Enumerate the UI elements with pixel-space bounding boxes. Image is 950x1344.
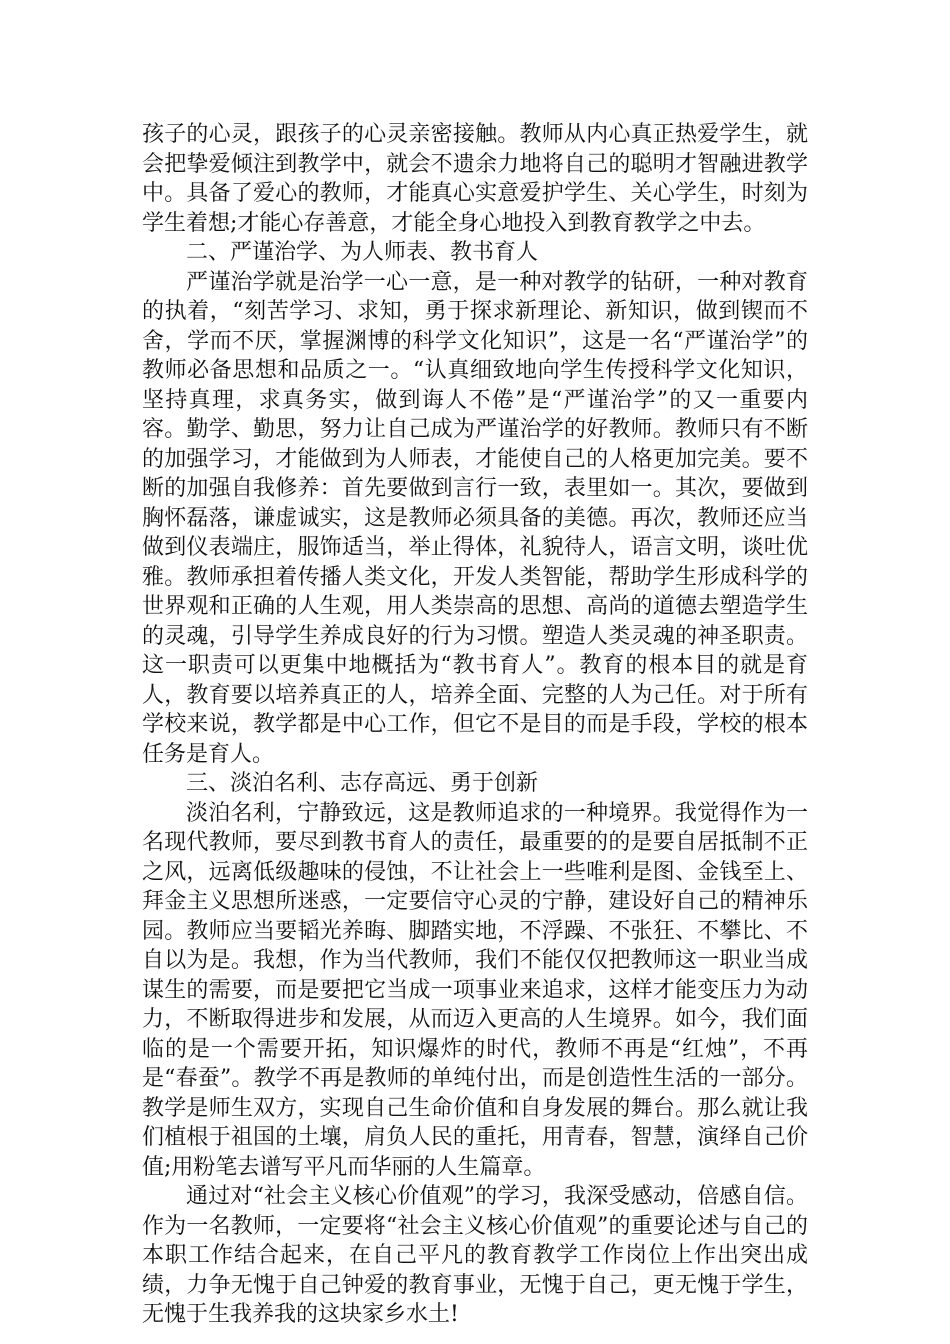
section-heading-rigorous-scholarship: 二、严谨治学、为人师表、教书育人	[186, 240, 539, 265]
paragraph-indifference-to-fame: 淡泊名利，宁静致远，这是教师追求的一种境界。我觉得作为一名现代教师，要尽到教书育人的责任，最重要的的是要自居抵制不正之风，远离低级趣味的侵蚀，不让社会上一些唯利是图、金钱至上、拜金主义思想所迷惑，一定要信守心灵的宁静，建设好自己的精神乐园。教师应当要韬光养晦、脚踏实地，不浮躁、不张狂、不攀比、不自以为是。我想，作为当代教师，我们不能仅仅把教师这一职业当成谋生的需要，而是要把它当成一项事业来追求，这样才能变压力为动力，不断取得进步和发展，从而迈入更高的人生境界。如今，我们面临的是一个需要开拓，知识爆炸的时代，教师不再是“红烛”，不再是“春蚕”。教学不再是教师的单纯付出，而是创造性生活的一部分。教学是师生双方，实现自己生命价值和自身发展的舞台。那么就让我们植根于祖国的土壤，肩负人民的重托，用青春，智慧，演绎自己价值;用粉笔去谱写平凡而华丽的人生篇章。	[142, 800, 808, 1180]
paragraph-rigorous-scholarship: 严谨治学就是治学一心一意，是一种对教学的钻研，一种对教育的执着，“刻苦学习、求知，勇于探求新理论、新知识，做到锲而不舍，学而不厌，掌握渊博的科学文化知识”，这是一名“严谨治学”的教师必备思想和品质之一。“认真细致地向学生传授科学文化知识，坚持真理，求真务实，做到诲人不倦”是“严谨治学”的又一重要内容。勤学、勤思，努力让自己成为严谨治学的好教师。教师只有不断的加强学习，才能做到为人师表，才能使自己的人格更加完美。要不断的加强自我修养：首先要做到言行一致，表里如一。其次，要做到胸怀磊落，谦虚诚实，这是教师必须具备的美德。再次，教师还应当做到仪表端庄，服饰适当，举止得体，礼貌待人，语言文明，谈吐优雅。教师承担着传播人类文化，开发人类智能，帮助学生形成科学的世界观和正确的人生观，用人类崇高的思想、高尚的道德去塑造学生的灵魂，引导学生养成良好的行为习惯。塑造人类灵魂的神圣职责。这一职责可以更集中地概括为“教书育人”。教育的根本目的就是育人，教育要以培养真正的人，培养全面、完整的人为己任。对于所有学校来说，教学都是中心工作，但它不是目的而是手段，学校的根本任务是育人。	[142, 269, 808, 767]
document-page	[142, 120, 808, 1330]
paragraph-love-for-students: 孩子的心灵，跟孩子的心灵亲密接触。教师从内心真正热爱学生，就会把挚爱倾注到教学中，就会不遗余力地将自己的聪明才智融进教学中。具备了爱心的教师，才能真心实意爱护学生、关心学生，时刻为学生着想;才能心存善意，才能全身心地投入到教育教学之中去。	[142, 122, 808, 236]
paragraph-conclusion: 通过对“社会主义核心价值观”的学习，我深受感动，倍感自信。作为一名教师，一定要将“社会主义核心价值观”的重要论述与自己的本职工作结合起来，在自己平凡的教育教学工作岗位上作出突出成绩，力争无愧于自己钟爱的教育事业，无愧于自己，更无愧于学生，无愧于生我养我的这块家乡水土!	[142, 1184, 808, 1327]
section-heading-indifference-to-fame: 三、淡泊名利、志存高远、勇于创新	[186, 771, 539, 796]
